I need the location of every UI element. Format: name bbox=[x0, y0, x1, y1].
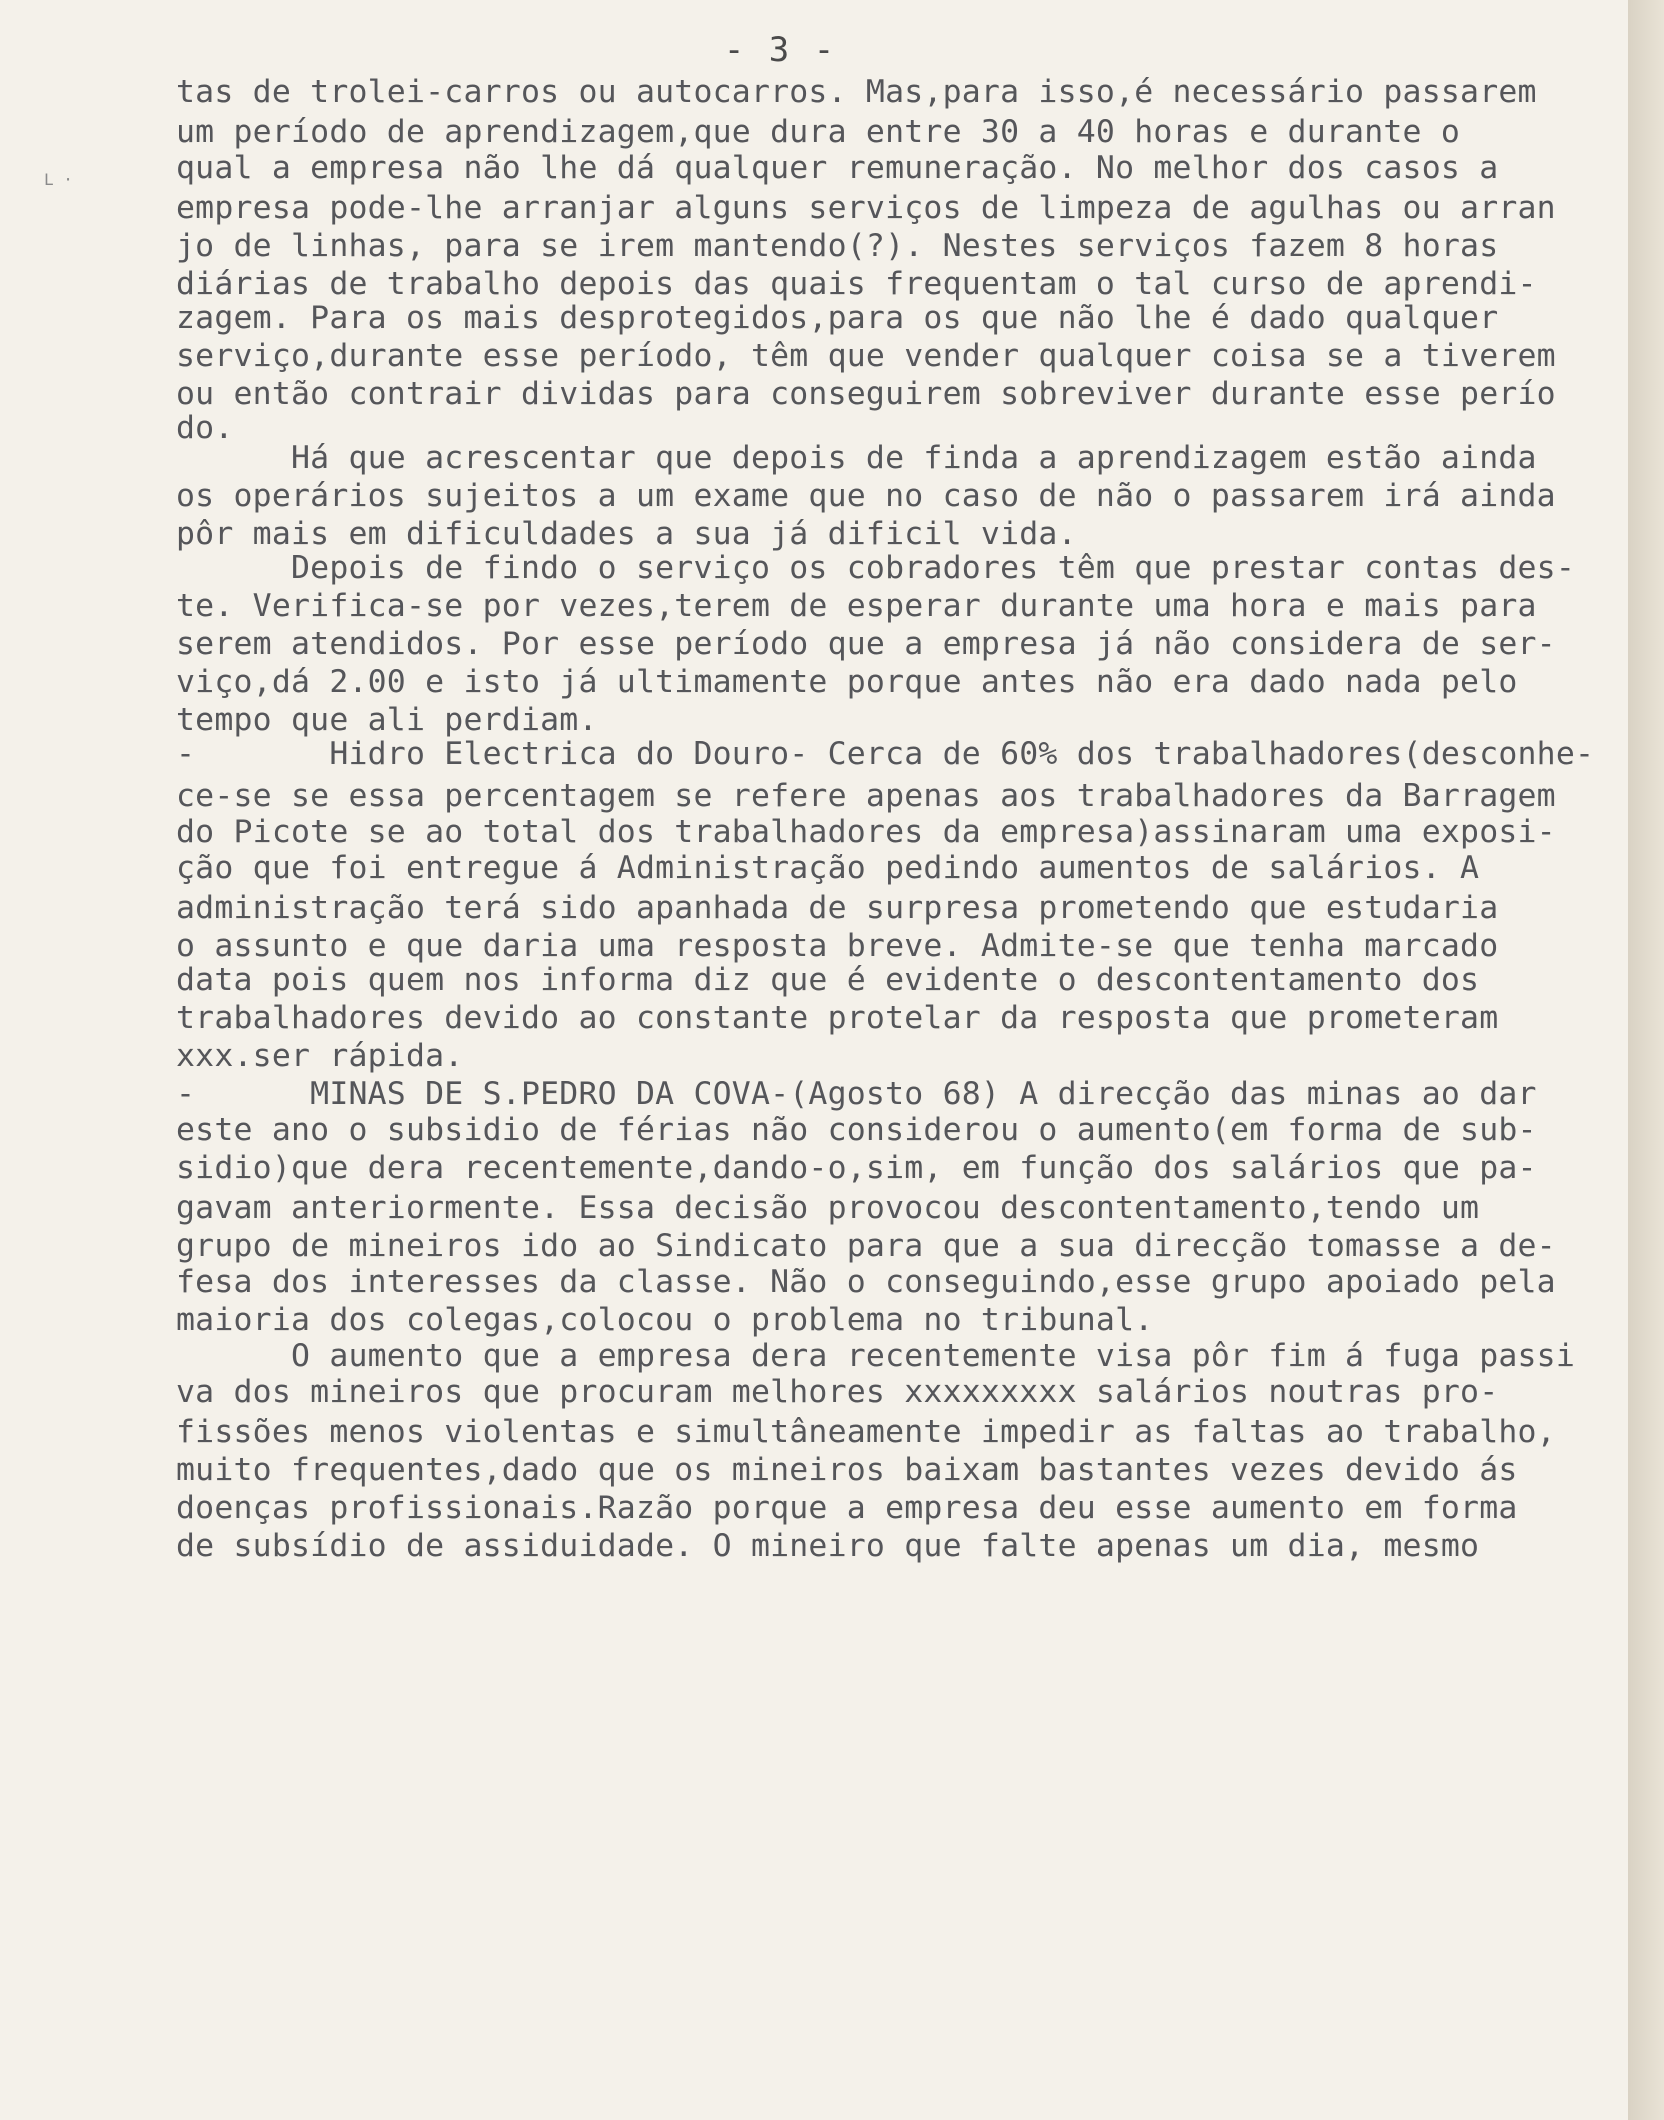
text-line: gavam anteriormente. Essa decisão provocou descontentamento,tendo um bbox=[176, 1190, 1480, 1226]
text-line: doenças profissionais.Razão porque a empresa deu esse aumento em forma bbox=[176, 1490, 1518, 1526]
text-line: maioria dos colegas,colocou o problema no tribunal. bbox=[176, 1302, 1154, 1338]
text-line: fesa dos interesses da classe. Não o conseguindo,esse grupo apoiado pela bbox=[176, 1264, 1556, 1300]
text-line: tas de trolei-carros ou autocarros. Mas,para isso,é necessário passarem bbox=[176, 74, 1537, 110]
page-number: - 3 - bbox=[723, 30, 837, 70]
margin-mark: L · bbox=[44, 170, 73, 189]
text-line: O aumento que a empresa dera recentemente visa pôr fim á fuga passi bbox=[176, 1338, 1576, 1374]
text-line: ou então contrair dividas para conseguirem sobreviver durante esse perío bbox=[176, 376, 1556, 412]
text-line: ção que foi entregue á Administração pedindo aumentos de salários. A bbox=[176, 850, 1480, 886]
text-line: muito frequentes,dado que os mineiros baixam bastantes vezes devido ás bbox=[176, 1452, 1518, 1488]
text-line: viço,dá 2.00 e isto já ultimamente porque antes não era dado nada pelo bbox=[176, 664, 1518, 700]
text-line: serviço,durante esse período, têm que vender qualquer coisa se a tiverem bbox=[176, 338, 1556, 374]
text-line: Depois de findo o serviço os cobradores têm que prestar contas des- bbox=[176, 550, 1576, 586]
text-line: serem atendidos. Por esse período que a empresa já não considera de ser- bbox=[176, 626, 1556, 662]
page-edge-shadow bbox=[1628, 0, 1664, 2120]
text-line: os operários sujeitos a um exame que no caso de não o passarem irá ainda bbox=[176, 478, 1556, 514]
text-line: fissões menos violentas e simultâneamente impedir as faltas ao trabalho, bbox=[176, 1414, 1556, 1450]
text-line: do Picote se ao total dos trabalhadores da empresa)assinaram uma exposi- bbox=[176, 814, 1556, 850]
text-line: jo de linhas, para se irem mantendo(?). Nestes serviços fazem 8 horas bbox=[176, 228, 1499, 264]
text-line: - MINAS DE S.PEDRO DA COVA-(Agosto 68) A direcção das minas ao dar bbox=[176, 1076, 1537, 1112]
text-line: ce-se se essa percentagem se refere apenas aos trabalhadores da Barragem bbox=[176, 778, 1556, 814]
text-line: empresa pode-lhe arranjar alguns serviços de limpeza de agulhas ou arran bbox=[176, 190, 1556, 226]
text-line: trabalhadores devido ao constante protelar da resposta que prometeram bbox=[176, 1000, 1499, 1036]
text-line: te. Verifica-se por vezes,terem de esperar durante uma hora e mais para bbox=[176, 588, 1537, 624]
text-line: um período de aprendizagem,que dura entre 30 a 40 horas e durante o bbox=[176, 114, 1461, 150]
text-line: administração terá sido apanhada de surpresa prometendo que estudaria bbox=[176, 890, 1499, 926]
text-line: diárias de trabalho depois das quais frequentam o tal curso de aprendi- bbox=[176, 266, 1537, 302]
text-line: Há que acrescentar que depois de finda a aprendizagem estão ainda bbox=[176, 440, 1537, 476]
text-line: xxx.ser rápida. bbox=[176, 1038, 464, 1074]
text-line: pôr mais em dificuldades a sua já dificil vida. bbox=[176, 516, 1077, 552]
text-line: va dos mineiros que procuram melhores xxxxxxxxx salários noutras pro- bbox=[176, 1374, 1499, 1410]
text-line: grupo de mineiros ido ao Sindicato para que a sua direcção tomasse a de- bbox=[176, 1228, 1556, 1264]
text-line: data pois quem nos informa diz que é evidente o descontentamento dos bbox=[176, 962, 1480, 998]
text-line: do. bbox=[176, 410, 234, 446]
text-line: sidio)que dera recentemente,dando-o,sim, em função dos salários que pa- bbox=[176, 1150, 1537, 1186]
text-line: este ano o subsidio de férias não considerou o aumento(em forma de sub- bbox=[176, 1112, 1537, 1148]
text-line: tempo que ali perdiam. bbox=[176, 702, 598, 738]
text-line: o assunto e que daria uma resposta breve. Admite-se que tenha marcado bbox=[176, 928, 1499, 964]
text-line: zagem. Para os mais desprotegidos,para os que não lhe é dado qualquer bbox=[176, 300, 1499, 336]
text-line: qual a empresa não lhe dá qualquer remuneração. No melhor dos casos a bbox=[176, 150, 1499, 186]
text-line: - Hidro Electrica do Douro- Cerca de 60% dos trabalhadores(desconhe- bbox=[176, 736, 1595, 772]
text-line: de subsídio de assiduidade. O mineiro que falte apenas um dia, mesmo bbox=[176, 1528, 1480, 1564]
